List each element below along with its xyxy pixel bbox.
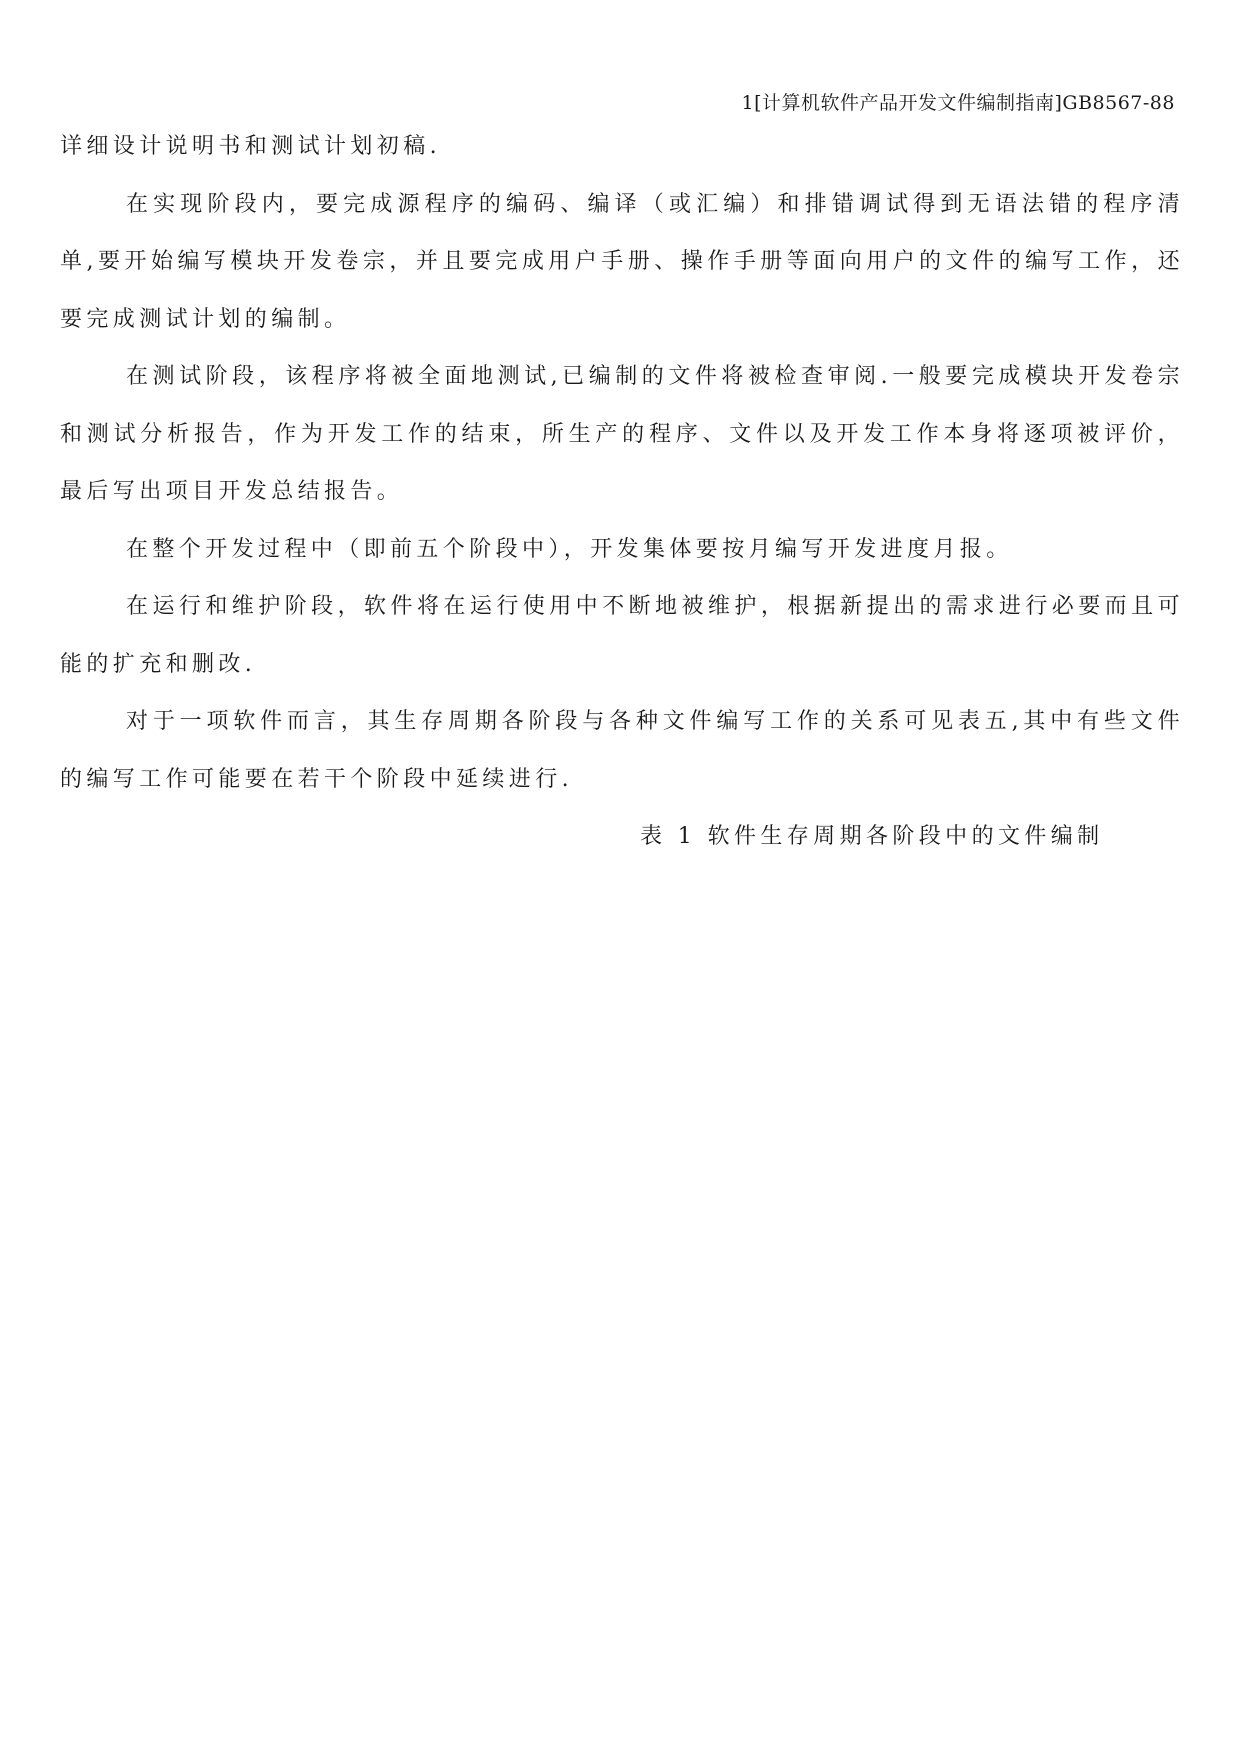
table-caption: 表 1 软件生存周期各阶段中的文件编制 xyxy=(640,824,1104,849)
page-header: 1[计算机软件产品开发文件编制指南]GB8567-88 xyxy=(741,92,1175,114)
paragraph-lifecycle-relation: 对于一项软件而言，其生存周期各阶段与各种文件编写工作的关系可见表五,其中有些文件的编写工作可能要在若干个阶段中延续进行. xyxy=(60,709,1184,792)
paragraph-development-process: 在整个开发过程中（即前五个阶段中），开发集体要按月编写开发进度月报。 xyxy=(126,536,1013,562)
paragraph-implementation-phase: 在实现阶段内，要完成源程序的编码、编译（或汇编）和排错调试得到无语法错的程序清单,要开始编写模块开发卷宗，并且要完成用户手册、操作手册等面向用户的文件的编写工作，还要完成测试计划的编制。 xyxy=(60,191,1184,332)
paragraph-testing-phase: 在测试阶段，该程序将被全面地测试,已编制的文件将被检查审阅.一般要完成模块开发卷宗和测试分析报告，作为开发工作的结束，所生产的程序、文件以及开发工作本身将逐项被评价，最后写出项目开发总结报告。 xyxy=(60,364,1184,504)
paragraph-continuation: 详细设计说明书和测试计划初稿. xyxy=(60,134,441,159)
paragraph-maintenance-phase: 在运行和维护阶段，软件将在运行使用中不断地被维护，根据新提出的需求进行必要而且可能的扩充和删改. xyxy=(60,594,1184,677)
document-body xyxy=(60,127,1184,866)
